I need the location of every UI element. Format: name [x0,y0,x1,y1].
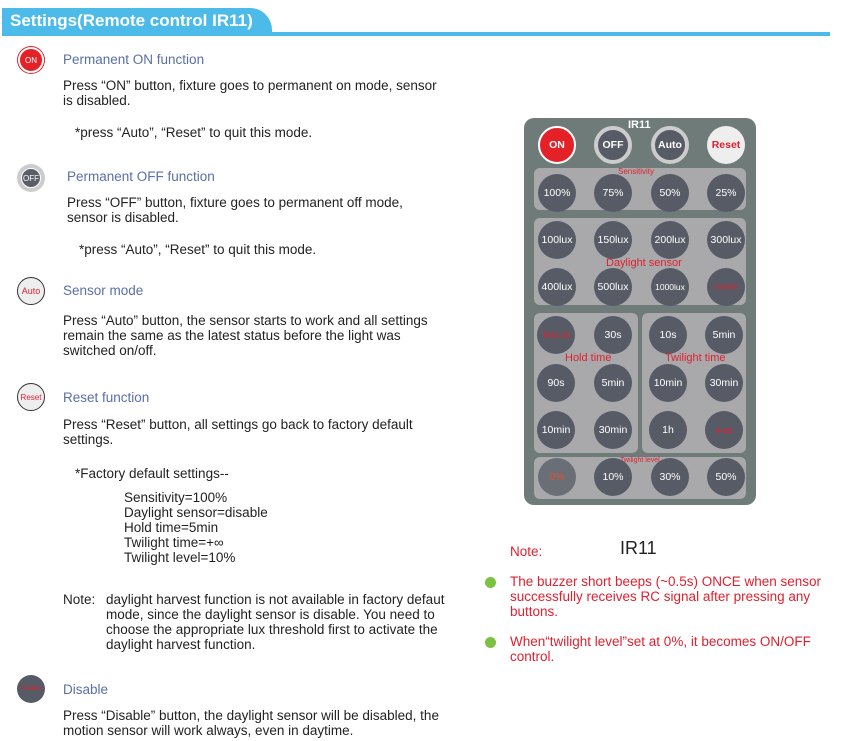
defaults-list [124,490,268,565]
twilight-level-button[interactable]: 50% [707,458,745,496]
on-icon [18,47,44,73]
on-text: Press “ON” button, fixture goes to permanent on mode, sensor is disabled. [63,78,437,108]
daylight-button[interactable]: 400lux [538,268,576,306]
reset-note: daylight harvest function is not available in factory defaut mode, since the daylight sensor is disable. You need to choose the appropriate lux threshold first to activate the daylight harvest function. [106,592,445,652]
twilight-level-label: Twilight level [620,457,660,464]
twilight-time-label: Twilight time [665,352,726,364]
off-text: Press “OFF” button, fixture goes to permanent off mode, sensor is disabled. [67,195,403,225]
twilight-time-button[interactable]: 10s [649,316,687,354]
reset-icon: Reset [17,383,45,411]
notes-label: Note: [510,544,543,559]
header-divider [2,32,830,36]
off-icon-label: OFF [21,168,41,188]
daylight-button[interactable]: 500lux [594,268,632,306]
reset-note-label: Note: [63,592,96,607]
bullet-icon [485,577,496,588]
daylight-button[interactable]: 300lux [707,221,745,259]
off-button[interactable]: OFF [594,126,632,164]
hold-time-button[interactable]: Test 3s [537,316,575,354]
auto-icon: Auto [17,277,45,305]
disable-title: Disable [63,682,109,697]
daylight-button[interactable]: Disable [707,268,745,306]
daylight-button[interactable]: 150lux [594,221,632,259]
default-item: Sensitivity=100% [124,490,228,505]
twilight-level-button[interactable]: 30% [651,458,689,496]
disable-text: Press “Disable” button, the daylight sensor will be disabled, the motion sensor will work always, even in daytime. [63,708,439,738]
default-item: Twilight level=10% [124,550,236,565]
hold-time-button[interactable]: 10min [537,411,575,449]
reset-title: Reset function [63,390,150,405]
auto-title: Sensor mode [63,283,144,298]
hold-time-label: Hold time [565,352,612,364]
sensitivity-button[interactable]: 100% [538,174,576,212]
notes-model: IR11 [620,538,657,558]
defaults-title: *Factory default settings-- [75,466,229,481]
twilight-time-button[interactable]: 5min [705,316,743,354]
sensitivity-label: Sensitivity [618,167,655,176]
on-icon-label: ON [25,55,37,65]
hold-time-button[interactable]: 5min [594,364,632,402]
twilight-time-button[interactable]: 30min [705,364,743,402]
note-item: The buzzer short beeps (~0.5s) ONCE when sensor successfully receives RC signal after pressing any buttons. [510,574,822,619]
daylight-button[interactable]: 100lux [538,221,576,259]
default-item: Daylight sensor=disable [124,505,268,520]
page-title: Settings(Remote control IR11) [2,8,272,32]
reset-button[interactable]: Reset [707,126,745,164]
twilight-level-button[interactable]: 0% [538,458,576,496]
disable-icon: Disable [17,675,45,703]
default-item: Hold time=5min [124,520,219,535]
reset-text: Press “Reset” button, all settings go back to factory default settings. [63,417,413,447]
off-title: Permanent OFF function [67,169,215,184]
daylight-button[interactable]: 200lux [651,221,689,259]
twilight-level-button[interactable]: 10% [594,458,632,496]
off-icon [17,164,45,192]
remote-control-ir11 [524,118,756,505]
sensitivity-button[interactable]: 50% [651,174,689,212]
hold-time-button[interactable]: 30min [594,411,632,449]
hold-time-button[interactable]: 30s [594,316,632,354]
on-button[interactable]: ON [538,126,576,164]
hold-time-button[interactable]: 90s [537,364,575,402]
twilight-time-button[interactable]: 10min [649,364,687,402]
auto-text: Press “Auto” button, the sensor starts to work and all settings remain the same as the latest status before the light was switched on/off. [63,313,428,358]
auto-button[interactable]: Auto [651,126,689,164]
twilight-time-button[interactable]: +∞ [705,411,743,449]
on-title: Permanent ON function [63,52,205,67]
twilight-time-button[interactable]: 1h [649,411,687,449]
daylight-sensor-label: Daylight sensor [606,257,682,269]
bullet-icon [485,637,496,648]
default-item: Twilight time=+∞ [124,535,224,550]
daylight-button[interactable]: 1000lux [651,268,689,306]
off-note: *press “Auto”, “Reset” to quit this mode. [79,242,317,257]
on-note: *press “Auto”, “Reset” to quit this mode. [75,125,313,140]
remote-model: IR11 [628,119,651,131]
sensitivity-button[interactable]: 25% [707,174,745,212]
note-item: When“twilight level”set at 0%, it becomes ON/OFF control. [510,634,811,664]
sensitivity-button[interactable]: 75% [594,174,632,212]
